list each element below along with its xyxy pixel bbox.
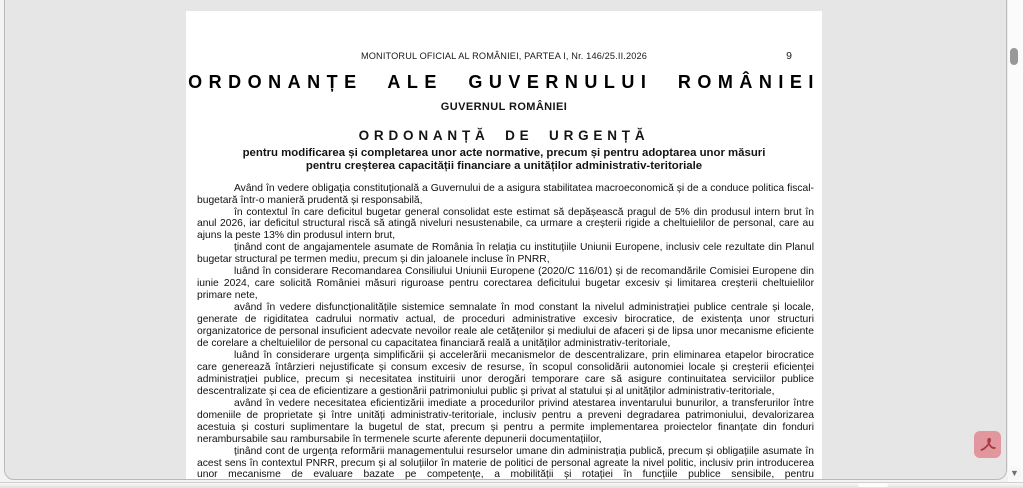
vertical-scrollbar[interactable]: [1007, 0, 1023, 482]
pdf-badge-button[interactable]: [974, 431, 1001, 458]
paragraph: luând în considerare Recomandarea Consiliului Uniunii Europene (2020/C 116/01) și de recomandările Comisiei Europene din iunie 2024, care solicită României măsuri riguroase pentru corectarea deficitului bugetar excesiv și limitarea creșterii cheltuielilor primare nete,: [197, 266, 814, 302]
paragraph: Având în vedere obligația constituțională a Guvernului de a asigura stabilitatea macroeconomică și de a conduce politica fiscal-bugetară într-o manieră prudentă și responsabilă,: [197, 182, 814, 206]
document-body: [186, 183, 822, 480]
paragraph: în contextul în care deficitul bugetar general consolidat este estimat să depășească pragul de 5% din produsul intern brut în anul 2026, iar deficitul structural riscă să atingă niveluri nesustenabile, ca urmare a creșterii rigide a cheltuielilor de personal, care au ajuns la peste 13% din produsul intern brut,: [197, 206, 814, 242]
paragraph: având în vedere disfuncționalitățile sistemice semnalate în mod constant la nivelul administrației publice centrale și locale, generate de rigiditatea cadrului normativ actual, de proceduri administrative excesiv birocratice, de existența unor structuri organizatorice de personal insuficient adecvate nevoilor reale ale cetățenilor și mediului de afaceri și de lipsa unor mecanisme eficiente de corelare a cheltuielilor de personal cu capacitatea financiară reală a unităților administrativ-teritoriale,: [197, 302, 814, 349]
section-title: ORDONANȚE ALE GUVERNULUI ROMÂNIEI: [188, 72, 820, 92]
pdf-viewer-panel: [4, 0, 1007, 480]
act-subtitle-line: pentru creșterea capacității financiare a unităților administrativ-teritoriale: [305, 160, 703, 173]
adobe-pdf-icon: [978, 435, 997, 454]
masthead: MONITORUL OFICIAL AL ROMÂNIEI, PARTEA I, Nr. 146/25.II.2026: [360, 51, 648, 61]
pdf-page: [186, 11, 822, 480]
paragraph: luând în considerare urgența simplificării și accelerării mecanismelor de descentralizare, prin eliminarea etapelor birocratice care generează întârzieri nejustificate și consum excesiv de resurse, în scopul consolidării autonomiei locale și creșterii eficienței administrației publice, precum și necesitatea instituirii unor derogări temporare care să asigure continuitatea serviciilor publice descentralizate și cea de eficientizare a gestionării patrimoniului public și privat al statului și al unităților administrativ-teritoriale,: [197, 349, 814, 397]
act-subtitle-line: pentru modificarea și completarea unor acte normative, precum și pentru adoptarea unor măsuri: [242, 147, 766, 159]
paragraph: având în vedere necesitatea eficientizării imediate a procedurilor privind atestarea inventarului bunurilor, a transferurilor între domeniile de proprietate și între unități administrativ-teritoriale, inclusiv pentru a preveni degradarea patrimoniului, devalorizarea acestuia și costuri suplimentare la bugetul de stat, precum și pentru a permite implementarea proiectelor finanțate din fonduri nerambursabile sau rambursabile în termenele scurte aferente depunerii documentațiilor,: [197, 397, 814, 445]
page-number: 9: [786, 50, 792, 62]
paragraph: ținând cont de urgența reformării managementului resurselor umane din administrația publică, precum și obligațiile asumate în acest sens în contextul PNRR, precum și al soluțiilor în materie de politici de personal agreate la nivel politic, inclusiv prin introducerea unor mecanisme de evaluare bazate pe competențe, a mobilității și rotației în funcțiile publice sensibile, pentru: [197, 445, 814, 480]
act-subtitle: [186, 147, 822, 174]
page-header: [186, 51, 822, 63]
horizontal-scrollbar-thumb[interactable]: [858, 483, 888, 487]
paragraph: ținând cont de angajamentele asumate de România în relația cu instituțiile Uniunii Europene, inclusiv cele rezultate din Planul bugetar structural pe termen mediu, precum și din jaloanele incluse în PNRR,: [197, 242, 814, 266]
scrollbar-thumb[interactable]: [1010, 48, 1018, 65]
issuer-title: GUVERNUL ROMÂNIEI: [440, 101, 568, 113]
scroll-down-arrow-icon[interactable]: ▼: [1007, 466, 1022, 481]
act-title: ORDONANȚĂ DE URGENȚĂ: [358, 128, 650, 143]
